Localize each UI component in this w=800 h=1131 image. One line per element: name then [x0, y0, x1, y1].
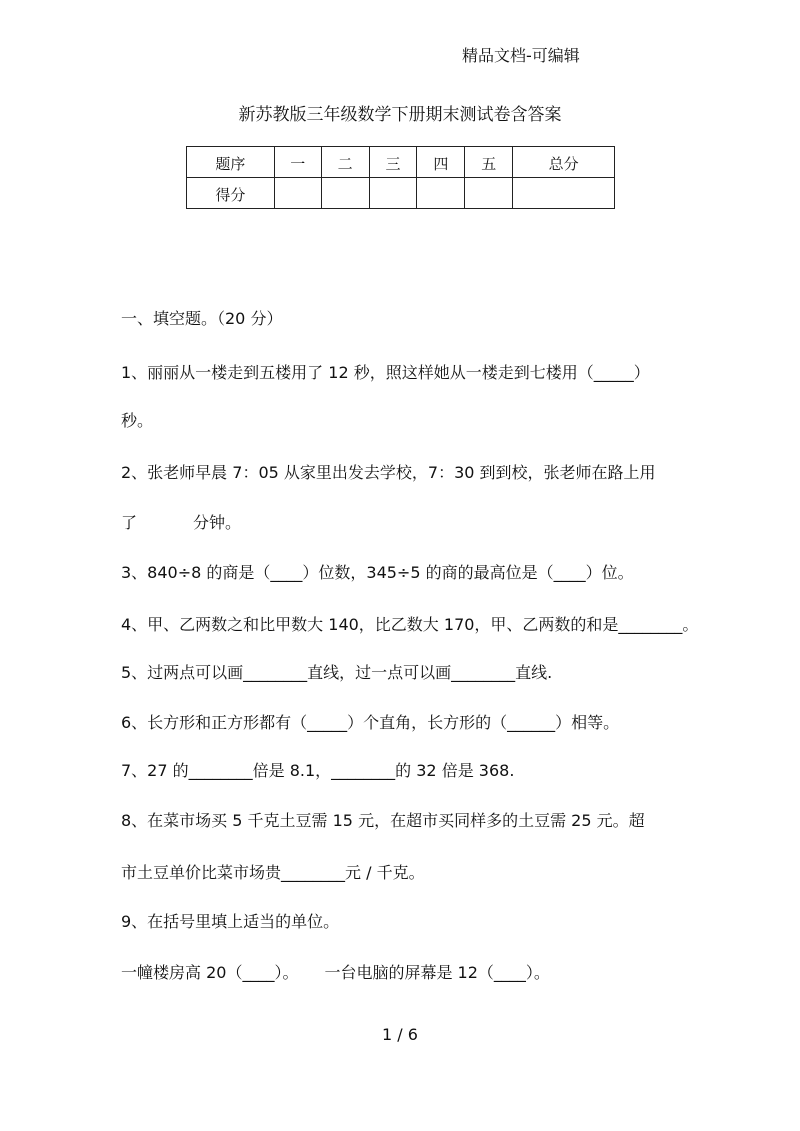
- question-2-line-2: [121, 510, 241, 533]
- table-cell: 总分: [513, 147, 615, 178]
- question-8-line-2: 市土豆单价比菜市场贵________元 / 千克。: [121, 863, 425, 882]
- document-title: 新苏教版三年级数学下册期末测试卷含答案: [238, 105, 562, 125]
- score-input-cell[interactable]: [513, 178, 615, 209]
- table-cell: 题序: [187, 147, 275, 178]
- question-2-line-1: 2、张老师早晨 7：05 从家里出发去学校，7：30 到到校，张老师在路上用: [121, 463, 656, 482]
- table-cell: 二: [321, 147, 369, 178]
- question-2-text-b: 分钟。: [193, 513, 242, 532]
- table-cell: 四: [417, 147, 465, 178]
- question-6: 6、长方形和正方形都有（_____）个直角，长方形的（______）相等。: [121, 713, 620, 732]
- score-input-cell[interactable]: [417, 178, 465, 209]
- question-9-items: [121, 960, 550, 983]
- question-7: 7、27 的________倍是 8.1，________的 32 倍是 368.: [121, 761, 515, 780]
- page-number: 1 / 6: [382, 1025, 418, 1044]
- table-cell: 得分: [187, 178, 275, 209]
- header-watermark: 精品文档-可编辑: [462, 46, 580, 65]
- question-9: 9、在括号里填上适当的单位。: [121, 912, 340, 931]
- question-5: 5、过两点可以画________直线，过一点可以画________直线.: [121, 663, 553, 682]
- question-1-line-1: 1、丽丽从一楼走到五楼用了 12 秒，照这样她从一楼走到七楼用（_____）: [121, 363, 650, 382]
- table-cell: 五: [465, 147, 513, 178]
- question-1-line-2: 秒。: [121, 411, 154, 430]
- score-table-score-row: [187, 178, 615, 209]
- score-input-cell[interactable]: [274, 178, 321, 209]
- score-input-cell[interactable]: [321, 178, 369, 209]
- section-heading: 一、填空题。（20 分）: [121, 309, 283, 328]
- question-2-text-a: 了: [121, 513, 138, 532]
- score-input-cell[interactable]: [465, 178, 513, 209]
- question-4: 4、甲、乙两数之和比甲数大 140，比乙数大 170，甲、乙两数的和是________。: [121, 615, 699, 634]
- table-cell: 三: [369, 147, 417, 178]
- score-table: [186, 146, 615, 209]
- question-9-item-a: 一幢楼房高 20（____）。: [121, 963, 299, 982]
- table-cell: 一: [274, 147, 321, 178]
- score-table-header-row: [187, 147, 615, 178]
- question-3: 3、840÷8 的商是（____）位数，345÷5 的商的最高位是（____）位。: [121, 563, 634, 582]
- question-8-line-1: 8、在菜市场买 5 千克土豆需 15 元，在超市买同样多的土豆需 25 元。超: [121, 811, 645, 830]
- score-input-cell[interactable]: [369, 178, 417, 209]
- question-9-item-b: 一台电脑的屏幕是 12（____）。: [324, 963, 550, 982]
